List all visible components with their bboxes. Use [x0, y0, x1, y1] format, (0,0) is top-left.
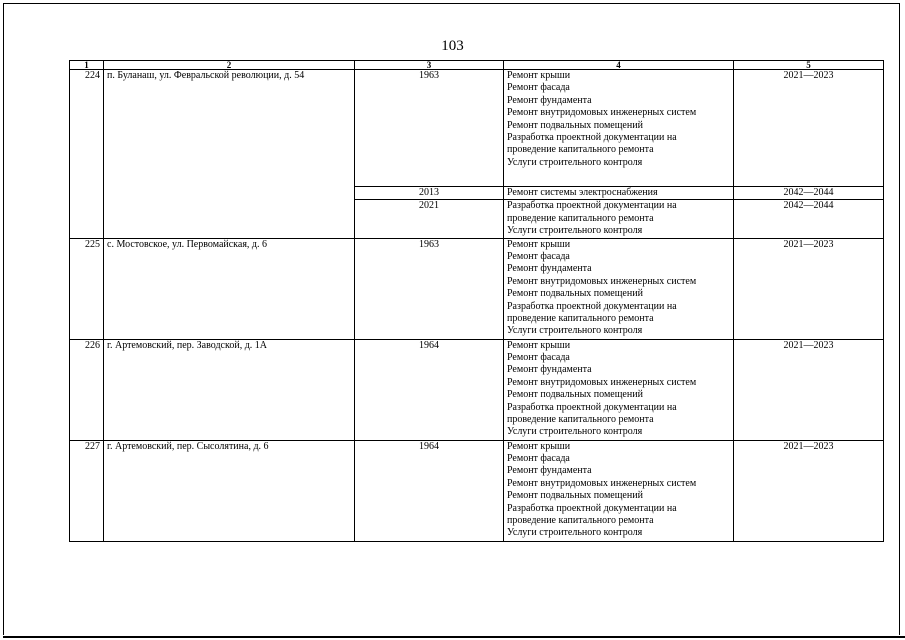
work-item: Ремонт подвальных помещений	[507, 490, 643, 502]
work-item: Ремонт внутридомовых инженерных систем	[507, 107, 697, 119]
row-works	[504, 339, 734, 440]
row-year: 1963	[355, 70, 504, 187]
work-item: Разработка проектной документации на	[507, 300, 677, 312]
work-item: проведение капитального ремонта	[507, 515, 654, 527]
work-item: Ремонт фундамента	[507, 263, 592, 275]
work-item: Ремонт крыши	[507, 339, 571, 351]
row-address: г. Артемовский, пер. Заводской, д. 1А	[104, 339, 355, 440]
page-number: 103	[441, 38, 464, 54]
row-year: 2021	[355, 200, 504, 238]
row-period: 2021—2023	[734, 70, 884, 187]
row-works	[504, 187, 734, 200]
work-item: Разработка проектной документации на	[507, 200, 677, 212]
row-number: 227	[70, 440, 104, 541]
column-header-year: 3	[355, 61, 504, 70]
page-bottom-border	[3, 636, 905, 638]
work-item: проведение капитального ремонта	[507, 313, 654, 325]
row-year: 1963	[355, 238, 504, 339]
row-address: п. Буланаш, ул. Февральской революции, д. 54	[104, 70, 355, 239]
work-item: Услуги строительного контроля	[507, 527, 643, 539]
work-item: Разработка проектной документации на	[507, 401, 677, 413]
table-row	[70, 238, 884, 339]
work-item: проведение капитального ремонта	[507, 414, 654, 426]
row-works	[504, 440, 734, 541]
work-item: Разработка проектной документации на	[507, 502, 677, 514]
work-item: Услуги строительного контроля	[507, 156, 643, 168]
work-item: Ремонт фасада	[507, 82, 570, 94]
work-item: Ремонт подвальных помещений	[507, 119, 643, 131]
row-period: 2021—2023	[734, 238, 884, 339]
work-item: Ремонт фундамента	[507, 364, 592, 376]
work-item: проведение капитального ремонта	[507, 144, 654, 156]
work-item: Ремонт фасада	[507, 352, 570, 364]
column-header-works: 4	[504, 61, 734, 70]
work-item: Ремонт фасада	[507, 251, 570, 263]
work-item: Ремонт внутридомовых инженерных систем	[507, 275, 697, 287]
row-period: 2042—2044	[734, 187, 884, 200]
row-address: г. Артемовский, пер. Сысолятина, д. 6	[104, 440, 355, 541]
repair-schedule-table	[69, 60, 884, 542]
work-item: Услуги строительного контроля	[507, 225, 643, 237]
column-header-address: 2	[104, 61, 355, 70]
work-item: Ремонт фундамента	[507, 94, 592, 106]
row-works	[504, 200, 734, 238]
work-item: Ремонт подвальных помещений	[507, 288, 643, 300]
work-item: Ремонт внутридомовых инженерных систем	[507, 477, 697, 489]
row-period: 2042—2044	[734, 200, 884, 238]
column-header-period: 5	[734, 61, 884, 70]
work-item: Ремонт внутридомовых инженерных систем	[507, 376, 697, 388]
row-works	[504, 70, 734, 187]
row-works	[504, 238, 734, 339]
table-row	[70, 440, 884, 541]
work-item: Ремонт фасада	[507, 453, 570, 465]
table-header-row	[70, 61, 884, 70]
table-row	[70, 70, 884, 187]
work-item: Ремонт крыши	[507, 70, 571, 81]
table-row	[70, 339, 884, 440]
work-item: проведение капитального ремонта	[507, 212, 654, 224]
row-year: 1964	[355, 339, 504, 440]
work-item: Ремонт подвальных помещений	[507, 389, 643, 401]
work-item: Ремонт крыши	[507, 238, 571, 250]
work-item: Ремонт фундамента	[507, 465, 592, 477]
row-address: с. Мостовское, ул. Первомайская, д. 6	[104, 238, 355, 339]
row-number: 224	[70, 70, 104, 239]
work-item: Разработка проектной документации на	[507, 132, 677, 144]
work-item: Ремонт системы электроснабжения	[507, 187, 658, 198]
row-number: 225	[70, 238, 104, 339]
row-period: 2021—2023	[734, 339, 884, 440]
work-item: Услуги строительного контроля	[507, 426, 643, 438]
row-number: 226	[70, 339, 104, 440]
work-item: Услуги строительного контроля	[507, 325, 643, 337]
row-year: 2013	[355, 187, 504, 200]
column-header-number: 1	[70, 61, 104, 70]
work-item: Ремонт крыши	[507, 440, 571, 452]
row-year: 1964	[355, 440, 504, 541]
row-period: 2021—2023	[734, 440, 884, 541]
